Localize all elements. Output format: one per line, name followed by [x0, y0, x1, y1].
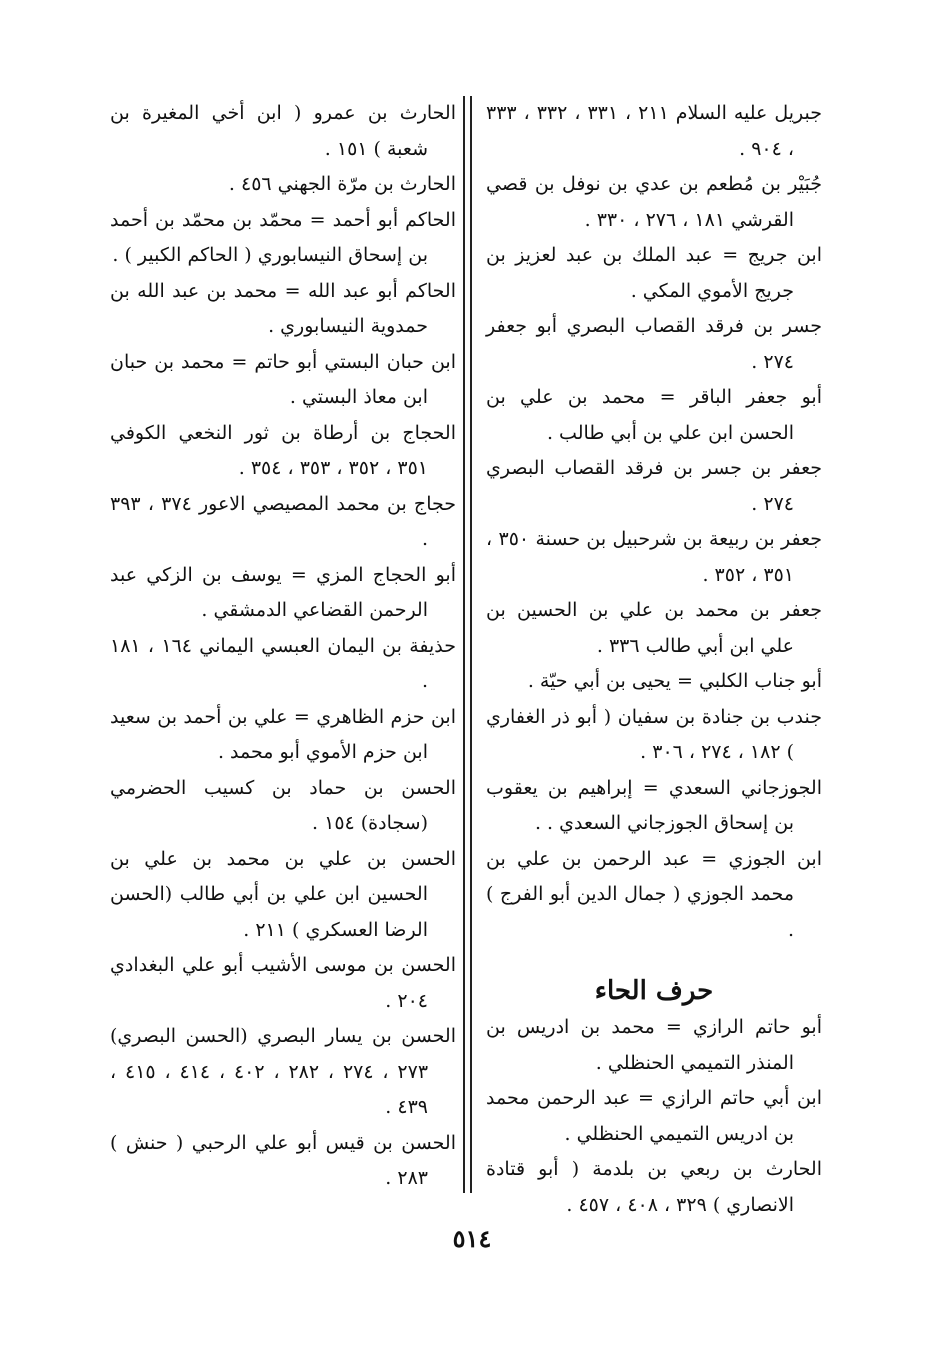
column-divider-line [463, 96, 465, 1193]
page-number: ٥١٤ [452, 1224, 492, 1253]
index-entry: الحاكم أبو عبد الله = محمد بن عبد الله بن حمدوية النيسابوري . [110, 279, 456, 337]
index-entry: ابن الجوزي = عبد الرحمن بن علي بن محمد الجوزي ( جمال الدين أبو الفرج ) . [486, 847, 822, 941]
index-entry: الحاكم أبو أحمد = محمّد بن محمّد بن أحمد بن إسحاق النيسابوري ( الحاكم الكبير ) . [110, 208, 456, 266]
index-entry: حجاج بن محمد المصيصي الاعور ٣٧٤ ، ٣٩٣ . [110, 492, 456, 550]
index-entry: جُبَيْر بن مُطعم بن عدي بن نوفل بن قصي القرشي ١٨١ ، ٢٧٦ ، ٣٣٠ . [486, 173, 822, 231]
entries-before-heading [486, 96, 822, 948]
index-entry: جعفر بن جسر بن فرقد القصاب البصري ٢٧٤ . [486, 457, 822, 515]
index-entry: جسر بن فرقد القصاب البصري أبو جعفر ٢٧٤ . [486, 315, 822, 373]
index-entry: الحسن بن علي بن محمد بن علي بن الحسين ابن علي بن أبي طالب (الحسن الرضا العسكري ) ٢١١ . [110, 847, 456, 941]
index-entry: جندب بن جنادة بن سفيان ( أبو ذر الغفاري ) ١٨٢ ، ٢٧٤ ، ٣٠٦ . [486, 705, 822, 763]
index-entry: ابن حزم الظاهري = علي بن أحمد بن سعيد ابن حزم الأموي أبو محمد . [110, 705, 456, 763]
index-entry: جبريل عليه السلام ٢١١ ، ٣٣١ ، ٣٣٢ ، ٣٣٣ ، ٩٠٤ . [486, 102, 823, 160]
column-divider-line [470, 96, 472, 1193]
right-column [486, 96, 823, 1216]
left-entries [110, 96, 456, 1197]
index-entry: أبو جناب الكلبي = يحيى بن أبي حيّة . [527, 670, 822, 692]
index-entry: ابن جريج = عبد الملك بن عبد لعزيز بن جريج الأموي المكي . [486, 244, 822, 302]
left-column [110, 96, 456, 1196]
index-entry: الحسن بن موسى الأشيب أبو علي البغدادي ٢٠٤ . [110, 954, 456, 1012]
section-heading: حرف الحاء [594, 976, 714, 1006]
index-entry: حذيفة بن اليمان العبسي اليماني ١٦٤ ، ١٨١ . [110, 634, 457, 692]
index-entry: الحارث بن ربعي بن بلدمة ( أبو قتادة الانصاري ) ٣٢٩ ، ٤٠٨ ، ٤٥٧ . [486, 1158, 822, 1216]
index-entry: الجوزجاني السعدي = إبراهيم بن يعقوب بن إسحاق الجوزجاني السعدي . . [486, 776, 822, 834]
index-entry: الحسن بن قيس أبو علي الرحبي ( حنش ) ٢٨٣ . [110, 1131, 456, 1189]
index-entry: أبو الحجاج المزي = يوسف بن الزكي عبد الرحمن القضاعي الدمشقي . [110, 563, 456, 621]
index-entry: الحسن بن حماد بن كسيب الحضرمي (سجادة) ١٥٤ . [110, 776, 456, 834]
index-entry: ابن أبي حاتم الرازي = عبد الرحمن محمد بن ادريس التميمي الحنظلي . [486, 1087, 822, 1145]
index-entry: جعفر بن ربيعة بن شرحبيل بن حسنة ٣٥٠ ، ٣٥١ ، ٣٥٢ . [486, 528, 822, 586]
entries-after-heading [486, 1010, 822, 1223]
index-entry: أبو حاتم الرازي = محمد بن ادريس بن المنذر التميمي الحنظلي . [486, 1016, 822, 1074]
index-entry: الحارث بن عمرو ( ابن أخي المغيرة بن شعبة ) ١٥١ . [110, 102, 456, 160]
index-entry: الحسن بن يسار البصري (الحسن البصري) ٢٧٣ ، ٢٧٤ ، ٢٨٢ ، ٤٠٢ ، ٤١٤ ، ٤١٥ ، ٤٣٩ . [110, 1025, 456, 1118]
index-entry: أبو جعفر الباقر = محمد بن علي بن الحسن ابن علي بن أبي طالب . [486, 386, 822, 444]
index-entry: ابن حبان البستي أبو حاتم = محمد بن حبان ابن معاذ البستي . [110, 350, 456, 408]
index-entry: جعفر بن محمد بن علي بن الحسين بن علي ابن أبي طالب ٣٣٦ . [486, 599, 822, 657]
index-entry: الحارث بن مرّة الجهني ٤٥٦ . [228, 173, 456, 195]
index-entry: الحجاج بن أرطاة بن ثور النخعي الكوفي ٣٥١ ، ٣٥٢ ، ٣٥٣ ، ٣٥٤ . [110, 421, 456, 479]
